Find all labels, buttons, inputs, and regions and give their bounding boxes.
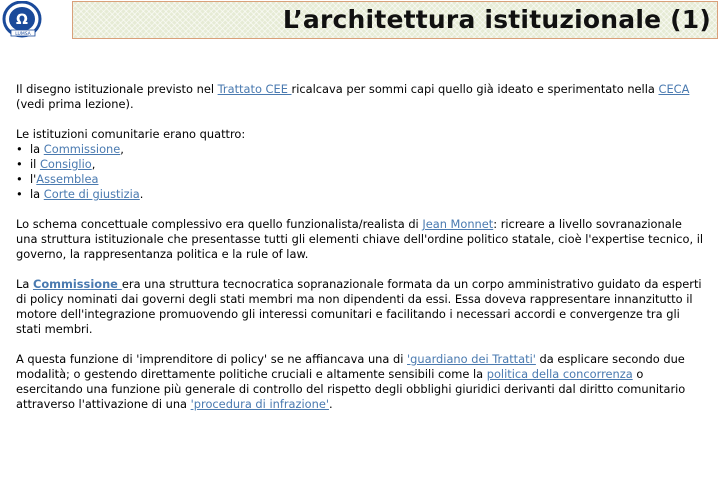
text: : ricreare a livello sovranazionale una struttura istituzionale che presentasse tutti gli elementi chiave dell'ordine politico statale, cioè l'expertise tecnico, il governo, la rappresentanza politica e la rule of law.	[16, 217, 704, 261]
text: Il disegno istituzionale previsto nel	[16, 82, 218, 96]
paragraph-intro	[16, 82, 706, 112]
text: (vedi prima lezione).	[16, 97, 134, 111]
text: ,	[120, 142, 124, 156]
list-item	[16, 142, 706, 157]
paragraph-commissione	[16, 277, 706, 337]
link-ceca[interactable]: CECA	[658, 82, 690, 96]
slide-body	[16, 82, 706, 427]
institutions-list	[16, 142, 706, 202]
text: .	[328, 397, 333, 411]
link-trattato-cee[interactable]: Trattato CEE	[217, 82, 292, 96]
link-commissione-bold[interactable]: Commissione	[32, 277, 122, 291]
link-corte-di-giustizia[interactable]: Corte di giustizia	[43, 187, 140, 201]
slide-header	[0, 0, 720, 40]
text: A questa funzione di 'imprenditore di policy' se ne affiancava una di	[16, 352, 408, 366]
text: Lo schema concettuale complessivo era quello funzionalista/realista di	[16, 217, 423, 231]
link-jean-monnet[interactable]: Jean Monnet	[422, 217, 494, 231]
link-politica-della-concorrenza[interactable]: politica della concorrenza	[486, 367, 633, 381]
link-procedura-di-infrazione[interactable]: 'procedura di infrazione'	[190, 397, 329, 411]
text: la	[30, 187, 44, 201]
svg-text:Ω: Ω	[16, 12, 28, 28]
text: il	[30, 157, 40, 171]
text: o esercitando una funzione più generale di controllo del rispetto degli obblighi giuridici derivanti dal diritto comunitario attraverso l'attivazione di una	[16, 367, 686, 411]
list-item	[16, 172, 706, 187]
text: da esplicare secondo due modalità; o gestendo direttamente politiche cruciali e altamente sensibili come la	[16, 352, 685, 381]
slide-title: L’architettura istituzionale (1)	[282, 5, 711, 34]
link-consiglio[interactable]: Consiglio	[39, 157, 92, 171]
link-guardiano-dei-trattati[interactable]: 'guardiano dei Trattati'	[407, 352, 536, 366]
paragraph-monnet	[16, 217, 706, 262]
text: l'	[30, 172, 37, 186]
paragraph-guardiano	[16, 352, 706, 412]
text: .	[139, 187, 144, 201]
university-logo	[2, 1, 42, 38]
title-bar	[72, 1, 718, 39]
institutions-intro: Le istituzioni comunitarie erano quattro:	[16, 127, 246, 141]
logo-text: LUMSA	[15, 32, 31, 37]
link-commissione[interactable]: Commissione	[43, 142, 121, 156]
text: la	[30, 142, 44, 156]
text: La	[16, 277, 33, 291]
text: ricalcava per sommi capi quello già ideato e sperimentato nella	[291, 82, 659, 96]
text: era una struttura tecnocratica sopranazionale formata da un corpo amministrativo guidato da esperti di policy nominati dai governi degli stati membri ma non dipendenti da essi. Essa doveva rappresentare innanzitutto il motore dell'integrazione promuovendo gli interessi comunitari e facilitando i necessari accordi e convergenze tra gli stati membri.	[16, 277, 702, 336]
list-item	[16, 187, 706, 202]
list-item	[16, 157, 706, 172]
link-assemblea[interactable]: Assemblea	[36, 172, 99, 186]
text: ,	[91, 157, 96, 171]
